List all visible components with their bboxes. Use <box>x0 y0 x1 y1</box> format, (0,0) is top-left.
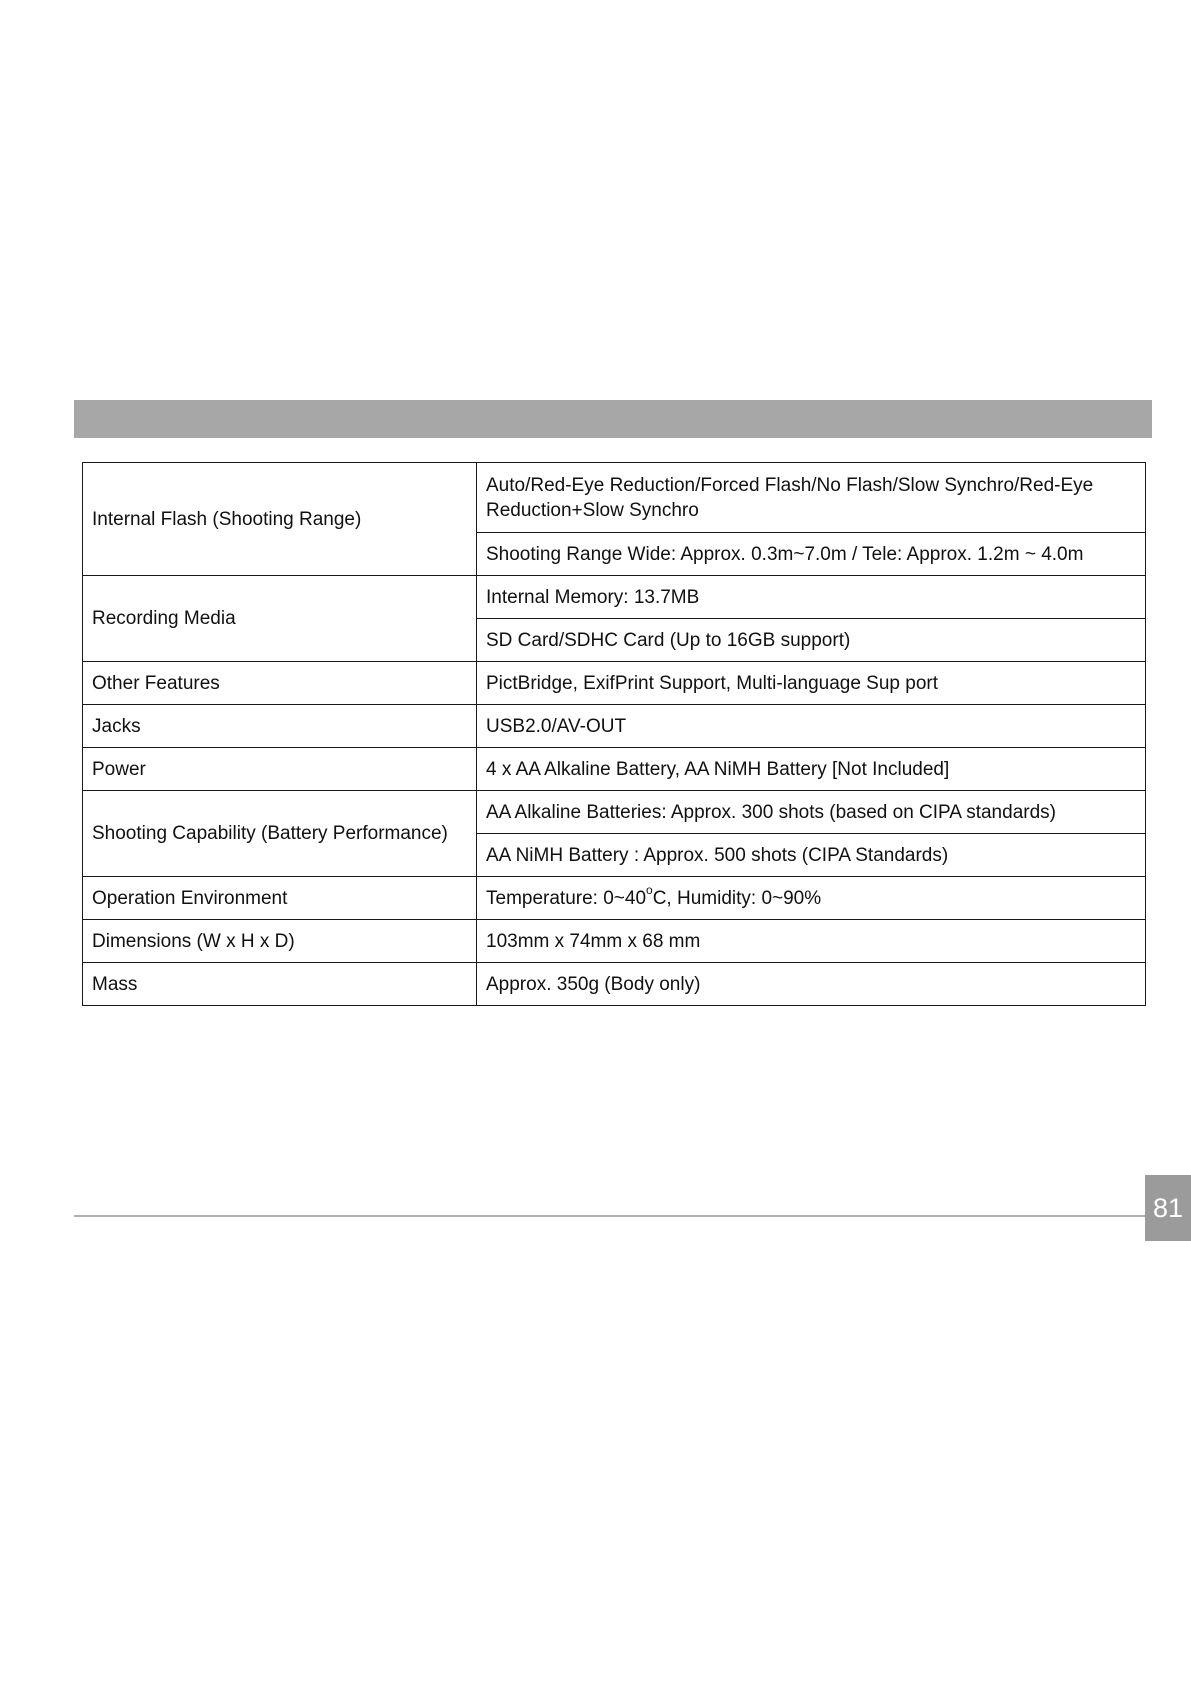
table-row <box>83 576 1146 619</box>
section-header-bar <box>74 400 1152 438</box>
spec-value-dimensions: 103mm x 74mm x 68 mm <box>477 920 1146 963</box>
spec-label-dimensions: Dimensions (W x H x D) <box>83 920 477 963</box>
spec-value-nimh-shots: AA NiMH Battery : Approx. 500 shots (CIPA Standards) <box>477 834 1146 877</box>
table-row <box>83 662 1146 705</box>
spec-label-recording-media: Recording Media <box>83 576 477 662</box>
spec-label-internal-flash: Internal Flash (Shooting Range) <box>83 463 477 576</box>
degree-symbol: o <box>646 883 653 898</box>
spec-value-internal-memory: Internal Memory: 13.7MB <box>477 576 1146 619</box>
spec-value-other-features: PictBridge, ExifPrint Support, Multi-language Sup port <box>477 662 1146 705</box>
specifications-table <box>82 462 1146 1006</box>
table-row <box>83 963 1146 1006</box>
page-number: 81 <box>1145 1175 1191 1241</box>
table-row <box>83 791 1146 834</box>
table-row <box>83 748 1146 791</box>
spec-label-jacks: Jacks <box>83 705 477 748</box>
footer-divider <box>74 1215 1146 1217</box>
table-row <box>83 463 1146 533</box>
spec-value-flash-modes: Auto/Red-Eye Reduction/Forced Flash/No Flash/Slow Synchro/Red-Eye Reduction+Slow Synchro <box>477 463 1146 533</box>
spec-label-power: Power <box>83 748 477 791</box>
spec-value-flash-range: Shooting Range Wide: Approx. 0.3m~7.0m / Tele: Approx. 1.2m ~ 4.0m <box>477 533 1146 576</box>
table-row <box>83 877 1146 920</box>
spec-value-power: 4 x AA Alkaline Battery, AA NiMH Battery [Not Included] <box>477 748 1146 791</box>
table-row <box>83 705 1146 748</box>
table-row <box>83 920 1146 963</box>
spec-value-alkaline-shots: AA Alkaline Batteries: Approx. 300 shots (based on CIPA standards) <box>477 791 1146 834</box>
spec-label-other-features: Other Features <box>83 662 477 705</box>
spec-label-mass: Mass <box>83 963 477 1006</box>
spec-label-shooting-capability: Shooting Capability (Battery Performance) <box>83 791 477 877</box>
temperature-text: Temperature: 0~40 <box>486 887 647 909</box>
spec-value-sd-card: SD Card/SDHC Card (Up to 16GB support) <box>477 619 1146 662</box>
spec-value-jacks: USB2.0/AV-OUT <box>477 705 1146 748</box>
spec-value-mass: Approx. 350g (Body only) <box>477 963 1146 1006</box>
humidity-text: C, Humidity: 0~90% <box>652 887 822 909</box>
spec-label-operation-environment: Operation Environment <box>83 877 477 920</box>
spec-value-operation-environment <box>477 877 1146 920</box>
